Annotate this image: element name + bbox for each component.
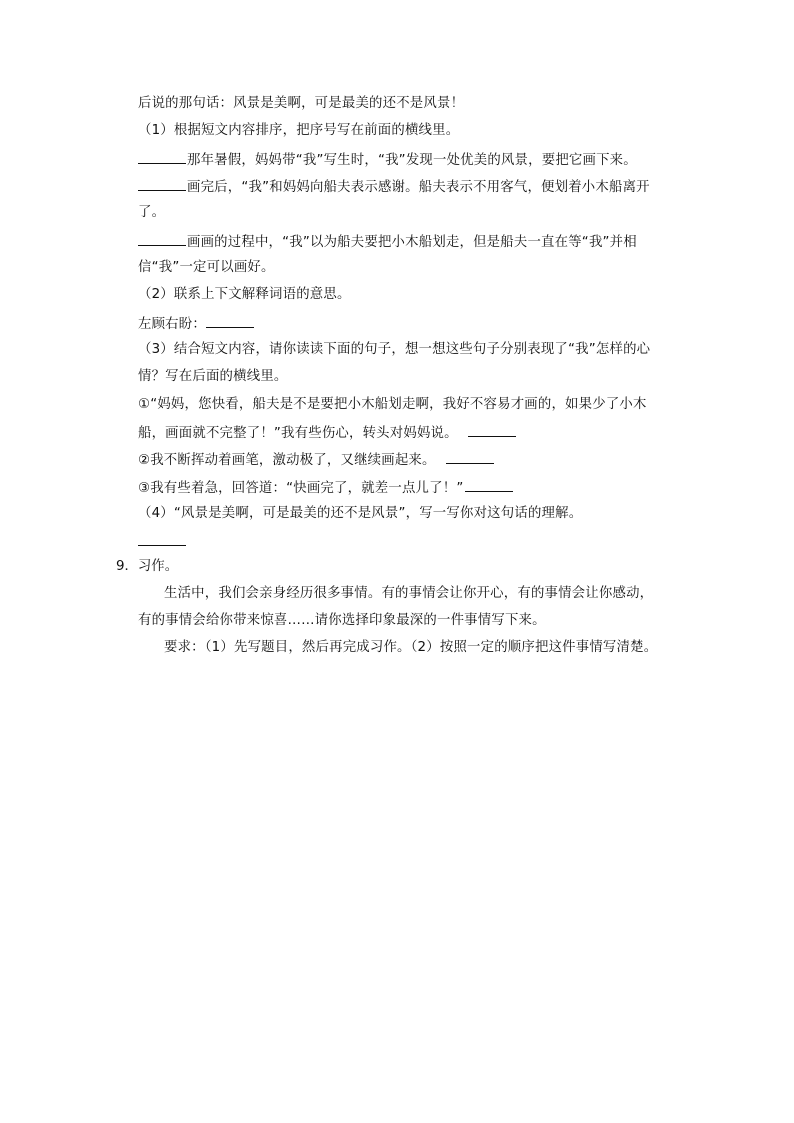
q1-item-b bbox=[138, 176, 650, 198]
passage-closing-line: 后说的那句话：风景是美啊，可是最美的还不是风景！ bbox=[138, 96, 465, 111]
q4-answer-line bbox=[138, 531, 187, 553]
answer-blank[interactable] bbox=[206, 313, 254, 328]
q3-sentence-1: ①“妈妈，您快看，船夫是不是要把小木船划走啊，我好不容易才画的，如果少了小木 bbox=[138, 397, 647, 412]
answer-blank[interactable] bbox=[138, 531, 186, 546]
q2-instruction: （2）联系上下文解释词语的意思。 bbox=[138, 287, 351, 302]
q1-item-a-text: 那年暑假，妈妈带“我”写生时，“我”发现一处优美的风景，要把它画下来。 bbox=[187, 153, 637, 168]
q1-item-b-text: 画完后，“我”和妈妈向船夫表示感谢。船夫表示不用客气，便划着小木船离开 bbox=[187, 180, 650, 195]
q3-sentence-2 bbox=[138, 449, 494, 471]
q4-instruction: （4）“风景是美啊，可是最美的还不是风景”，写一写你对这句话的理解。 bbox=[138, 506, 583, 521]
q3-instruction-continued: 情？写在后面的横线里。 bbox=[138, 369, 288, 384]
answer-blank[interactable] bbox=[465, 477, 513, 492]
q1-item-c-continued: 信“我”一定可以画好。 bbox=[138, 260, 275, 275]
q9-prompt-line-1: 生活中，我们会亲身经历很多事情。有的事情会让你开心，有的事情会让你感动， bbox=[164, 586, 654, 601]
q1-instruction: （1）根据短文内容排序，把序号写在前面的横线里。 bbox=[138, 123, 460, 138]
q2-term bbox=[138, 313, 255, 335]
answer-blank[interactable] bbox=[138, 231, 186, 246]
q1-item-c-text: 画画的过程中，“我”以为船夫要把小木船划走，但是船夫一直在等“我”并相 bbox=[187, 235, 637, 250]
question-9-heading bbox=[116, 557, 178, 577]
answer-blank[interactable] bbox=[138, 176, 186, 191]
answer-blank[interactable] bbox=[138, 149, 186, 164]
q3-sentence-2-text: ②我不断挥动着画笔，激动极了，又继续画起来。 bbox=[138, 453, 436, 468]
q9-prompt-line-2: 有的事情会给你带来惊喜……请你选择印象最深的一件事情写下来。 bbox=[138, 613, 546, 628]
q3-sentence-3 bbox=[138, 477, 513, 499]
q1-item-b-continued: 了。 bbox=[138, 205, 166, 220]
q3-sentence-1-continued bbox=[138, 422, 516, 444]
q3-sentence-3-text: ③我有些着急，回答道：“快画完了，就差一点儿了！” bbox=[138, 481, 464, 496]
q9-requirements: 要求：（1）先写题目，然后再完成习作。（2）按照一定的顺序把这件事情写清楚。 bbox=[164, 640, 658, 655]
q2-term-text: 左顾右盼： bbox=[138, 317, 206, 332]
q3-instruction: （3）结合短文内容，请你读读下面的句子，想一想这些句子分别表现了“我”怎样的心 bbox=[138, 342, 651, 357]
q3-sentence-1-tail: 船，画面就不完整了！”我有些伤心，转头对妈妈说。 bbox=[138, 426, 458, 441]
answer-blank[interactable] bbox=[446, 449, 494, 464]
answer-blank[interactable] bbox=[468, 422, 516, 437]
question-9-number: 9． bbox=[116, 559, 138, 574]
question-9-title: 习作。 bbox=[137, 559, 179, 574]
q1-item-a bbox=[138, 149, 637, 171]
q1-item-c bbox=[138, 231, 637, 253]
